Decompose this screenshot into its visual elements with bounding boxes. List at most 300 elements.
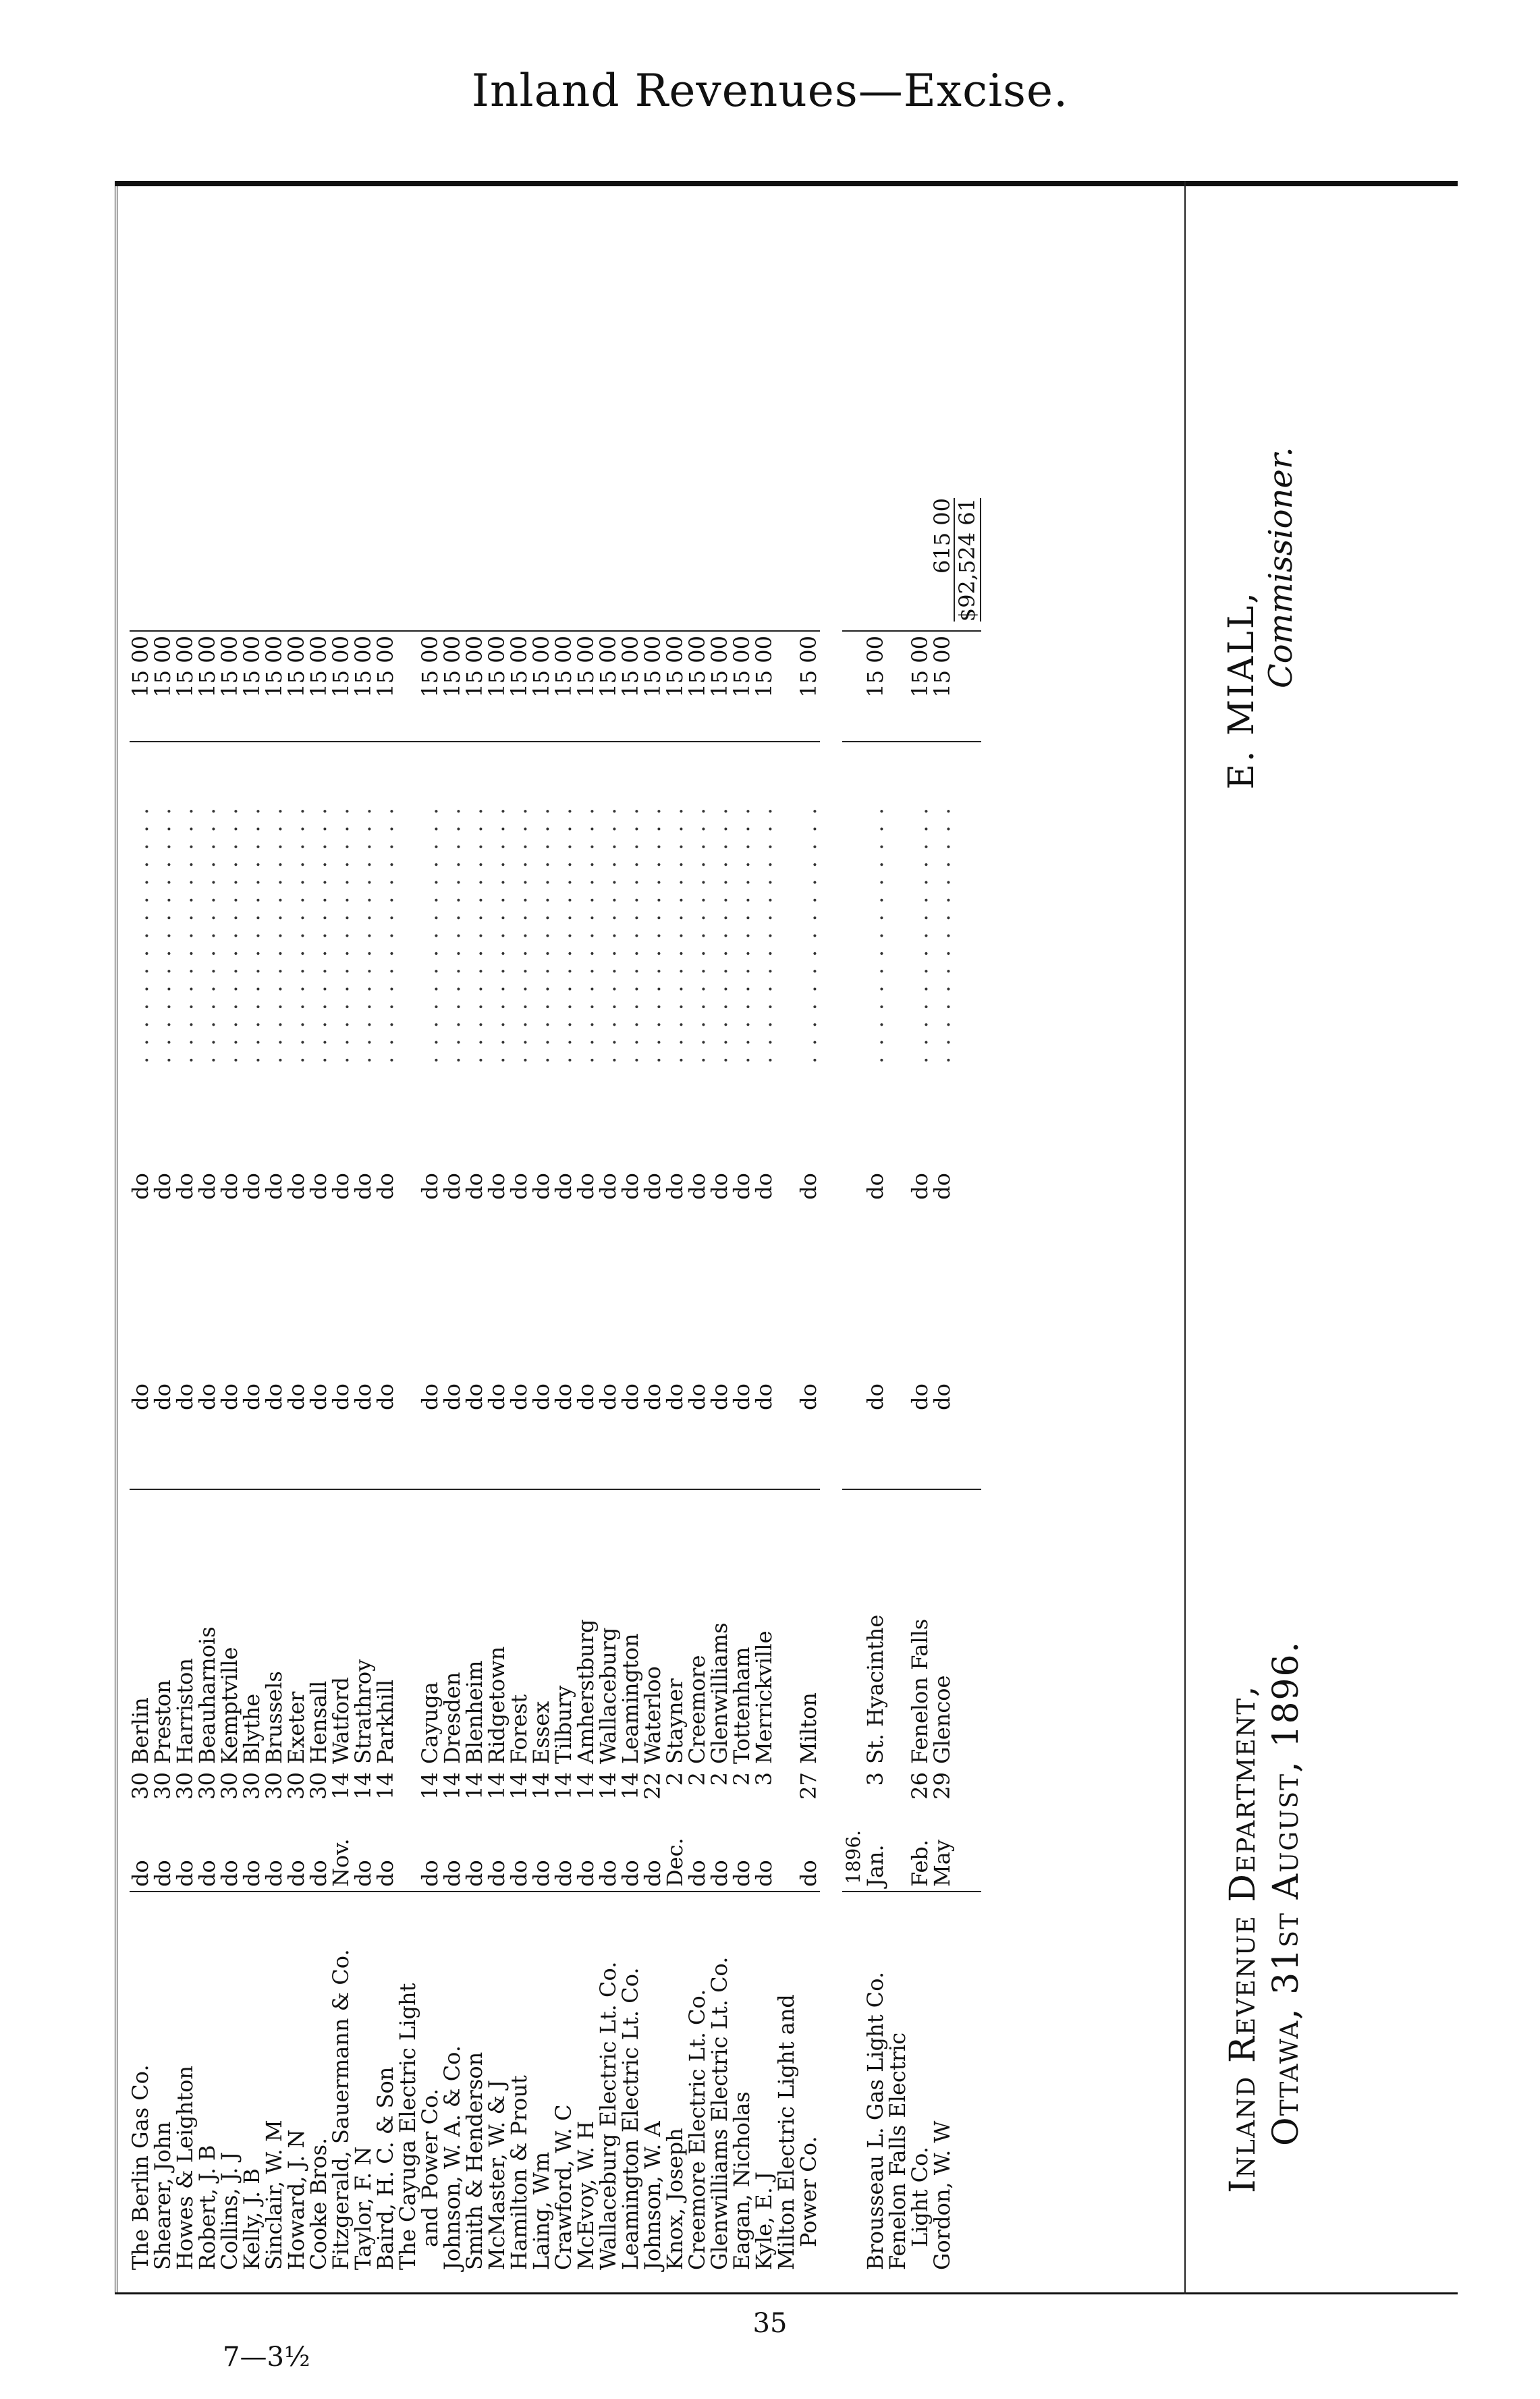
leader-cell: . . . . . . . . . . . . . . . [263, 742, 285, 1068]
table-row [241, 494, 263, 2274]
empty-cell [954, 631, 981, 742]
ditto-cell: do [417, 1173, 443, 1200]
ditto-cell: do [484, 1383, 510, 1410]
day-cell: 14 [484, 1772, 510, 1800]
ditto-cell: do [862, 1173, 888, 1200]
amount-cell: 15 00 [929, 636, 955, 698]
place-cell [887, 1489, 909, 1768]
month-cell: do [729, 1860, 754, 1887]
total-cell [575, 494, 597, 631]
place-cell: Tilbury [553, 1489, 575, 1768]
empty-cell [954, 1489, 981, 1768]
ditto-cell: do [172, 1173, 198, 1200]
ditto-cell: do [907, 1383, 933, 1410]
ditto-cell: do [261, 1383, 287, 1410]
total-cell [864, 494, 887, 631]
ditto-cell: do [907, 1173, 933, 1200]
amount-cell: 15 00 [373, 636, 398, 698]
licensee-cell: Shearer, John [152, 1892, 174, 2274]
amount-cell: 15 00 [306, 636, 331, 698]
amount-cell: 15 00 [551, 636, 576, 698]
day-cell: 14 [417, 1772, 443, 1800]
month-cell: do [684, 1860, 710, 1887]
month-cell: do [172, 1860, 198, 1887]
licensee-cell: Hamilton & Prout [508, 1892, 530, 2274]
total-cell [352, 494, 375, 631]
amount-cell: 15 00 [662, 636, 688, 698]
day-cell: 14 [350, 1772, 376, 1800]
amount-cell: 15 00 [417, 636, 443, 698]
place-cell: Creemore [686, 1489, 709, 1768]
month-cell: do [484, 1860, 510, 1887]
grand-total-cell [954, 494, 981, 631]
amount-cell [775, 631, 798, 742]
day-cell [842, 1768, 864, 1823]
day-cell: 30 [150, 1772, 175, 1800]
place-cell: Stayner [664, 1489, 686, 1768]
ditto-cell: do [640, 1383, 665, 1410]
ditto-cell: do [573, 1173, 599, 1200]
place-cell [397, 1489, 419, 1768]
ditto-cell: do [150, 1383, 175, 1410]
ditto-cell: do [862, 1383, 888, 1410]
table-row [620, 494, 642, 2274]
ditto-cell: do [595, 1383, 621, 1410]
total-cell [664, 494, 686, 631]
total-cell [196, 494, 219, 631]
licence-table [130, 494, 981, 2274]
total-cell [486, 494, 508, 631]
table-row [530, 494, 553, 2274]
ditto-cell: do [573, 1383, 599, 1410]
day-cell: 30 [194, 1772, 220, 1800]
ditto-cell: do [751, 1383, 777, 1410]
amount-cell: 15 00 [729, 636, 754, 698]
ditto-cell: do [239, 1383, 265, 1410]
day-cell: 14 [528, 1772, 554, 1800]
leader-cell: . . . . . . . . . . . . . . . [486, 742, 508, 1068]
month-cell: Nov. [328, 1838, 354, 1887]
table-row [419, 494, 441, 2274]
day-cell: 27 [796, 1772, 821, 1800]
day-cell [397, 1768, 419, 1823]
signatory-name: E. MIALL, [1221, 590, 1262, 790]
ditto-cell: do [796, 1173, 821, 1200]
leader-cell: . . . . . . . . . . . . . . . [285, 742, 308, 1068]
table-row [330, 494, 352, 2274]
ditto-cell [775, 1068, 798, 1305]
month-cell: 1896. [842, 1829, 864, 1885]
amount-cell: 15 00 [283, 636, 309, 698]
ditto-cell: do [217, 1383, 242, 1410]
day-cell: 14 [462, 1772, 487, 1800]
licensee-cell: McMaster, W. & J [486, 1892, 508, 2274]
place-cell: Cayuga [419, 1489, 441, 1768]
ditto-cell: do [283, 1173, 309, 1200]
amount-cell [887, 631, 909, 742]
table-row [130, 494, 152, 2274]
month-cell: do [373, 1860, 398, 1887]
ditto-cell: do [684, 1383, 710, 1410]
ditto-cell: do [707, 1383, 732, 1410]
ditto-cell [887, 1305, 909, 1489]
leader-cell: . . . . . . . . . . . . . . . [352, 742, 375, 1068]
table-row [909, 494, 931, 2274]
grand-total-value: $92,524 61 [954, 498, 980, 622]
licensee-cell: Fenelon Falls Electric [887, 1892, 909, 2274]
leader-cell: . . . . . . . . . . . . . . . [196, 742, 219, 1068]
month-cell: do [796, 1860, 821, 1887]
day-cell: 14 [617, 1772, 643, 1800]
place-cell: Exeter [285, 1489, 308, 1768]
leader-cell: . . . . . . . . . . . . . . . [308, 742, 330, 1068]
amount-cell: 15 00 [350, 636, 376, 698]
month-cell [775, 1823, 798, 1892]
month-cell: do [617, 1860, 643, 1887]
place-cell: Glencoe [931, 1489, 954, 1768]
ditto-cell: do [239, 1173, 265, 1200]
total-cell [686, 494, 709, 631]
month-cell: do [640, 1860, 665, 1887]
licensee-cell: and Power Co. [419, 1892, 441, 2274]
ditto-cell [887, 1068, 909, 1305]
leader-cell: . . . . . . . . . . . . . . . [798, 742, 820, 1068]
licensee-cell: Glenwilliams Electric Lt. Co. [709, 1892, 731, 2274]
leader-cell: . . . . . . . . . . . . . . . [130, 742, 152, 1068]
ditto-cell: do [328, 1383, 354, 1410]
place-cell: Beauharnois [196, 1489, 219, 1768]
table-row [263, 494, 285, 2274]
spacer-cell [820, 494, 842, 2274]
day-cell: 30 [128, 1772, 153, 1800]
total-cell [397, 494, 419, 631]
place-cell: Kemptville [219, 1489, 241, 1768]
leader-cell: . . . . . . . . . . . . . . . [909, 742, 931, 1068]
total-cell [530, 494, 553, 631]
licensee-cell: Milton Electric Light and [775, 1892, 798, 2274]
total-cell [753, 494, 775, 631]
licensee-cell: Laing, Wm [530, 1892, 553, 2274]
total-cell [441, 494, 464, 631]
amount-cell: 15 00 [484, 636, 510, 698]
leader-cell [842, 742, 864, 1068]
leader-cell: . . . . . . . . . . . . . . . [620, 742, 642, 1068]
ditto-cell: do [729, 1383, 754, 1410]
empty-cell [954, 742, 981, 1068]
place-cell: Harriston [174, 1489, 196, 1768]
amount-cell: 15 00 [462, 636, 487, 698]
ditto-cell: do [373, 1383, 398, 1410]
ditto-cell: do [751, 1173, 777, 1200]
month-cell: Jan. [862, 1844, 888, 1887]
month-cell: do [417, 1860, 443, 1887]
leader-cell: . . . . . . . . . . . . . . . [931, 742, 954, 1068]
table-row [508, 494, 530, 2274]
amount-cell: 15 00 [617, 636, 643, 698]
licensee-cell: Howard, J. N [285, 1892, 308, 2274]
ditto-cell: do [261, 1173, 287, 1200]
ditto-cell: do [929, 1383, 955, 1410]
total-cell [642, 494, 664, 631]
page-title: Inland Revenues—Excise. [471, 65, 1069, 117]
licence-table-body [130, 494, 981, 2274]
month-cell: do [261, 1860, 287, 1887]
place-cell: Parkhill [375, 1489, 397, 1768]
table-row [709, 494, 731, 2274]
total-cell [263, 494, 285, 631]
month-cell: do [239, 1860, 265, 1887]
table-row [196, 494, 219, 2274]
place-cell: Blenheim [464, 1489, 486, 1768]
licensee-cell: Power Co. [798, 1892, 820, 2274]
month-cell: do [283, 1860, 309, 1887]
month-cell: do [506, 1860, 532, 1887]
month-cell: do [573, 1860, 599, 1887]
total-cell [775, 494, 798, 631]
month-cell: do [350, 1860, 376, 1887]
dated-text: Ottawa, 31st August, 1896. [1266, 1640, 1307, 2146]
ditto-cell [842, 1068, 864, 1305]
place-cell: Watford [330, 1489, 352, 1768]
month-cell [887, 1823, 909, 1892]
amount-cell [397, 631, 419, 742]
day-cell: 3 [751, 1772, 777, 1786]
ditto-cell: do [439, 1383, 465, 1410]
leader-cell: . . . . . . . . . . . . . . . [864, 742, 887, 1068]
empty-cell [954, 1068, 981, 1305]
total-cell [308, 494, 330, 631]
total-cell [798, 494, 820, 631]
grand-total-row [954, 494, 981, 2274]
ditto-cell: do [484, 1173, 510, 1200]
month-cell [397, 1823, 419, 1892]
ditto-cell: do [662, 1383, 688, 1410]
day-cell: 22 [640, 1772, 665, 1800]
licensee-cell: Baird, H. C. & Son [375, 1892, 397, 2274]
licensee-cell: Kyle, E. J [753, 1892, 775, 2274]
frame-right-rule [115, 181, 1458, 186]
place-cell: Essex [530, 1489, 553, 1768]
total-cell [285, 494, 308, 631]
leader-cell: . . . . . . . . . . . . . . . [152, 742, 174, 1068]
total-cell [508, 494, 530, 631]
ditto-cell: do [617, 1383, 643, 1410]
month-cell: do [707, 1860, 732, 1887]
leader-cell: . . . . . . . . . . . . . . . [508, 742, 530, 1068]
total-cell [620, 494, 642, 631]
amount-cell: 15 00 [707, 636, 732, 698]
licensee-cell: Light Co. [909, 1892, 931, 2274]
table-row [931, 494, 954, 2274]
licensee-cell: Brousseau L. Gas Light Co. [864, 1892, 887, 2274]
ditto-cell [775, 1305, 798, 1489]
ditto-cell: do [128, 1383, 153, 1410]
place-cell: Hensall [308, 1489, 330, 1768]
licensee-cell: Eagan, Nicholas [731, 1892, 753, 2274]
place-cell [775, 1489, 798, 1768]
frame-left-rule [115, 2292, 1458, 2294]
leader-cell: . . . . . . . . . . . . . . . [575, 742, 597, 1068]
amount-cell: 15 00 [261, 636, 287, 698]
amount-cell: 15 00 [439, 636, 465, 698]
total-cell [731, 494, 753, 631]
total-cell [152, 494, 174, 631]
amount-cell: 15 00 [796, 636, 821, 698]
month-cell: do [551, 1860, 576, 1887]
table-row [553, 494, 575, 2274]
place-cell: Forest [508, 1489, 530, 1768]
ditto-cell: do [350, 1383, 376, 1410]
place-cell: Fenelon Falls [909, 1489, 931, 1768]
month-cell: do [194, 1860, 220, 1887]
day-cell [887, 1768, 909, 1823]
leader-cell: . . . . . . . . . . . . . . . [464, 742, 486, 1068]
footer-divider [1184, 181, 1186, 2294]
table-row [597, 494, 620, 2274]
ditto-cell: do [796, 1383, 821, 1410]
amount-cell: 15 00 [684, 636, 710, 698]
ditto-cell: do [640, 1173, 665, 1200]
month-cell: Feb. [907, 1839, 933, 1887]
amount-cell: 15 00 [595, 636, 621, 698]
table-row [642, 494, 664, 2274]
ditto-cell: do [506, 1383, 532, 1410]
ditto-cell: do [373, 1173, 398, 1200]
total-cell [887, 494, 909, 631]
amount-cell: 15 00 [907, 636, 933, 698]
table-row [174, 494, 196, 2274]
amount-cell: 15 00 [194, 636, 220, 698]
licensee-cell: Knox, Joseph [664, 1892, 686, 2274]
department-block [1221, 1640, 1308, 2193]
amount-cell: 15 00 [239, 636, 265, 698]
signature-mark: 7—3½ [223, 2342, 310, 2373]
amount-cell: 15 00 [328, 636, 354, 698]
total-cell [553, 494, 575, 631]
table-row [397, 494, 419, 2274]
ditto-cell: do [283, 1383, 309, 1410]
licensee-cell: Sinclair, W. M [263, 1892, 285, 2274]
total-cell [130, 494, 152, 631]
total-cell [464, 494, 486, 631]
place-cell: St. Hyacinthe [864, 1489, 887, 1768]
leader-cell: . . . . . . . . . . . . . . . [597, 742, 620, 1068]
empty-cell [954, 1823, 981, 1892]
day-cell: 30 [217, 1772, 242, 1800]
day-cell: 14 [439, 1772, 465, 1800]
table-row [753, 494, 775, 2274]
day-cell: 2 [729, 1772, 754, 1786]
ditto-cell [397, 1305, 419, 1489]
rotated-table [115, 181, 1458, 2294]
total-cell [174, 494, 196, 631]
day-cell: 14 [573, 1772, 599, 1800]
place-cell: Leamington [620, 1489, 642, 1768]
total-cell [241, 494, 263, 631]
leader-cell: . . . . . . . . . . . . . . . [441, 742, 464, 1068]
ditto-cell: do [439, 1173, 465, 1200]
month-cell: do [217, 1860, 242, 1887]
month-cell: do [528, 1860, 554, 1887]
ditto-cell: do [150, 1173, 175, 1200]
table-row [820, 494, 842, 2274]
day-cell: 30 [261, 1772, 287, 1800]
day-cell: 2 [684, 1772, 710, 1786]
ditto-cell: do [328, 1173, 354, 1200]
table-row [486, 494, 508, 2274]
ditto-cell: do [194, 1173, 220, 1200]
table-row [731, 494, 753, 2274]
leader-cell: . . . . . . . . . . . . . . . [330, 742, 352, 1068]
place-cell [842, 1489, 864, 1768]
total-cell [330, 494, 352, 631]
licensee-cell: Cooke Bros. [308, 1892, 330, 2274]
place-cell: Milton [798, 1489, 820, 1768]
ditto-cell: do [194, 1383, 220, 1410]
place-cell: Waterloo [642, 1489, 664, 1768]
empty-cell [954, 1892, 981, 2274]
leader-cell: . . . . . . . . . . . . . . . [753, 742, 775, 1068]
day-cell: 29 [929, 1772, 955, 1800]
day-cell: 30 [283, 1772, 309, 1800]
ditto-cell: do [462, 1173, 487, 1200]
subtotal-cell: 615 00 [931, 494, 954, 631]
table-row [285, 494, 308, 2274]
month-cell: do [751, 1860, 777, 1887]
place-cell: Glenwilliams [709, 1489, 731, 1768]
place-cell: Preston [152, 1489, 174, 1768]
leader-cell: . . . . . . . . . . . . . . . [241, 742, 263, 1068]
month-cell: do [595, 1860, 621, 1887]
day-cell: 30 [172, 1772, 198, 1800]
total-cell [909, 494, 931, 631]
leader-cell: . . . . . . . . . . . . . . . [375, 742, 397, 1068]
leader-cell [775, 742, 798, 1068]
place-cell: Blythe [241, 1489, 263, 1768]
total-cell [709, 494, 731, 631]
place-cell: Berlin [130, 1489, 152, 1768]
licensee-cell: Johnson, W. A [642, 1892, 664, 2274]
licensee-cell: Robert, J. B [196, 1892, 219, 2274]
licensee-cell: Smith & Henderson [464, 1892, 486, 2274]
licensee-cell: Gordon, W. W [931, 1892, 954, 2274]
licensee-cell: Taylor, F. N [352, 1892, 375, 2274]
signatory-title: Commissioner. [1262, 447, 1300, 688]
leader-cell: . . . . . . . . . . . . . . . [731, 742, 753, 1068]
frame-top-rule [115, 181, 117, 2294]
table-row [664, 494, 686, 2274]
day-cell: 2 [662, 1772, 688, 1786]
licensee-cell: The Berlin Gas Co. [130, 1892, 152, 2274]
leader-cell [397, 742, 419, 1068]
day-cell: 30 [306, 1772, 331, 1800]
table-row [152, 494, 174, 2274]
amount-cell: 15 00 [217, 636, 242, 698]
leader-cell: . . . . . . . . . . . . . . . [709, 742, 731, 1068]
table-row [219, 494, 241, 2274]
table-row [575, 494, 597, 2274]
licensee-cell: Wallaceburg Electric Lt. Co. [597, 1892, 620, 2274]
leader-cell: . . . . . . . . . . . . . . . [419, 742, 441, 1068]
ditto-cell: do [729, 1173, 754, 1200]
ditto-cell: do [172, 1383, 198, 1410]
leader-cell [887, 742, 909, 1068]
table-row [464, 494, 486, 2274]
leader-cell: . . . . . . . . . . . . . . . [530, 742, 553, 1068]
month-cell: do [150, 1860, 175, 1887]
leader-cell: . . . . . . . . . . . . . . . [664, 742, 686, 1068]
month-cell: May [929, 1840, 955, 1887]
